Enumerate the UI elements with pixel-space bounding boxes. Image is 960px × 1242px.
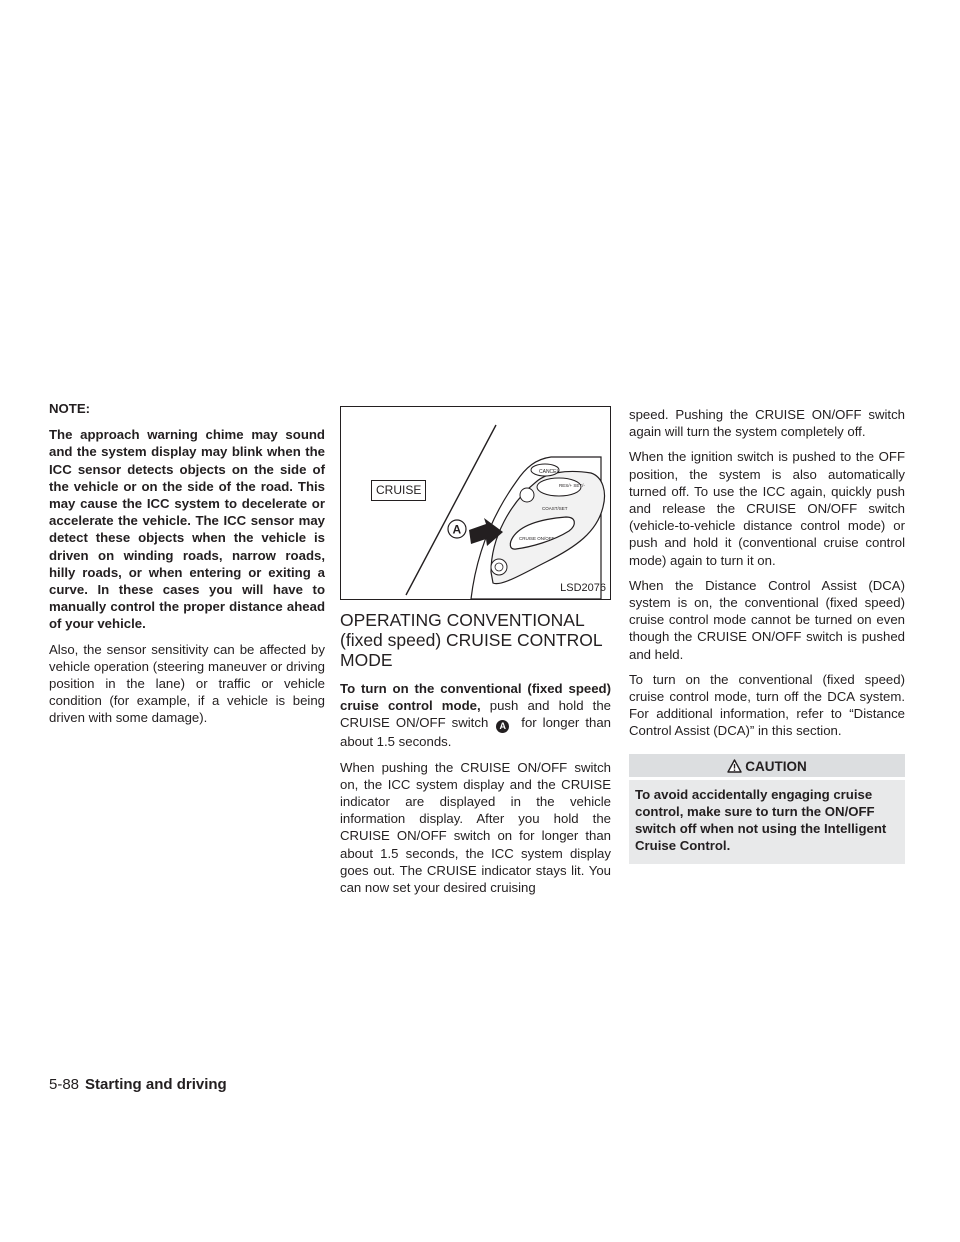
- switch-label-coast-set: COAST/SET: [542, 506, 568, 511]
- paragraph-ignition: When the ignition switch is pushed to the OFF position, the system is also automatically turned off. To use the ICC again, quickly push and release the CRUISE ON/OFF switch (vehicle-to-vehicle distance control mode) or push and hold it (conventional cruise control mode) again to turn it on.: [629, 449, 905, 568]
- paragraph-off: speed. Pushing the CRUISE ON/OFF switch again will turn the system completely off.: [629, 407, 905, 440]
- note-text: The approach warning chime may sound and the system display may blink when the ICC sensor detects objects on the side of the vehicle or on the side of the road. This may cause the ICC system to decelerate or accelerate the vehicle. The ICC sensor may detect these objects when the vehicle is driven on winding roads, narrow roads, hilly roads, or when entering or exiting a curve. In these cases you will have to manually control the proper distance ahead of your vehicle.: [49, 427, 325, 632]
- cruise-indicator-label: CRUISE: [371, 480, 426, 501]
- marker-a-inline: A: [496, 720, 509, 733]
- warning-triangle-icon: [727, 759, 742, 773]
- lead-rest-2: for longer than about 1.5 seconds.: [340, 715, 611, 750]
- caution-title: CAUTION: [745, 758, 807, 774]
- display-paragraph: When pushing the CRUISE ON/OFF switch on, the ICC system display and the CRUISE indicator are displayed in the vehicle information display. After you hold the CRUISE ON/OFF switch on for longer than about 1.5 seconds, the ICC system display goes out. The CRUISE indicator stays lit. You can now set your desired cruising: [340, 759, 611, 896]
- right-column: [629, 406, 905, 864]
- switch-label-cancel: CANCEL: [539, 469, 560, 475]
- left-column: [49, 400, 325, 735]
- switch-label-cruise-onoff: CRUISE ON/OFF: [519, 536, 555, 541]
- steering-switch-illustration: [341, 407, 610, 599]
- cruise-switch-figure: [340, 406, 611, 600]
- page-footer: [49, 1076, 227, 1093]
- lead-paragraph: [340, 680, 611, 751]
- sensitivity-paragraph: Also, the sensor sensitivity can be affected by vehicle operation (steering maneuver or driving position in the lane) or traffic or vehicle condition (for example, if a vehicle is being driven with some damage).: [49, 641, 325, 726]
- section-heading: OPERATING CONVENTIONAL (fixed speed) CRUISE CONTROL MODE: [340, 610, 602, 670]
- middle-column: [340, 406, 611, 904]
- switch-label-res-set: RES/+ SET/-: [559, 483, 585, 488]
- figure-code: LSD2076: [560, 581, 606, 594]
- section-title: Starting and driving: [85, 1076, 227, 1093]
- lead-bold: To turn on the conventional (fixed speed) cruise control mode,: [340, 681, 611, 714]
- page-number: 5-88: [49, 1076, 80, 1093]
- caution-box: [629, 754, 905, 864]
- note-label: NOTE:: [49, 401, 91, 416]
- caution-header: [629, 754, 905, 777]
- marker-a: A: [452, 522, 462, 537]
- paragraph-dca: When the Distance Control Assist (DCA) system is on, the conventional (fixed speed) cruise control mode cannot be turned on even though the CRUISE ON/OFF switch is pushed and held.: [629, 577, 905, 662]
- lead-rest-1: push and hold the CRUISE ON/OFF switch: [340, 698, 611, 731]
- paragraph-dca-off: To turn on the conventional (fixed speed) cruise control mode, turn off the DCA system. For additional information, refer to “Distance Control Assist (DCA)” in this section.: [629, 671, 905, 739]
- caution-text: To avoid accidentally engaging cruise control, make sure to turn the ON/OFF switch off when not using the Intelligent Cruise Control.: [629, 777, 905, 864]
